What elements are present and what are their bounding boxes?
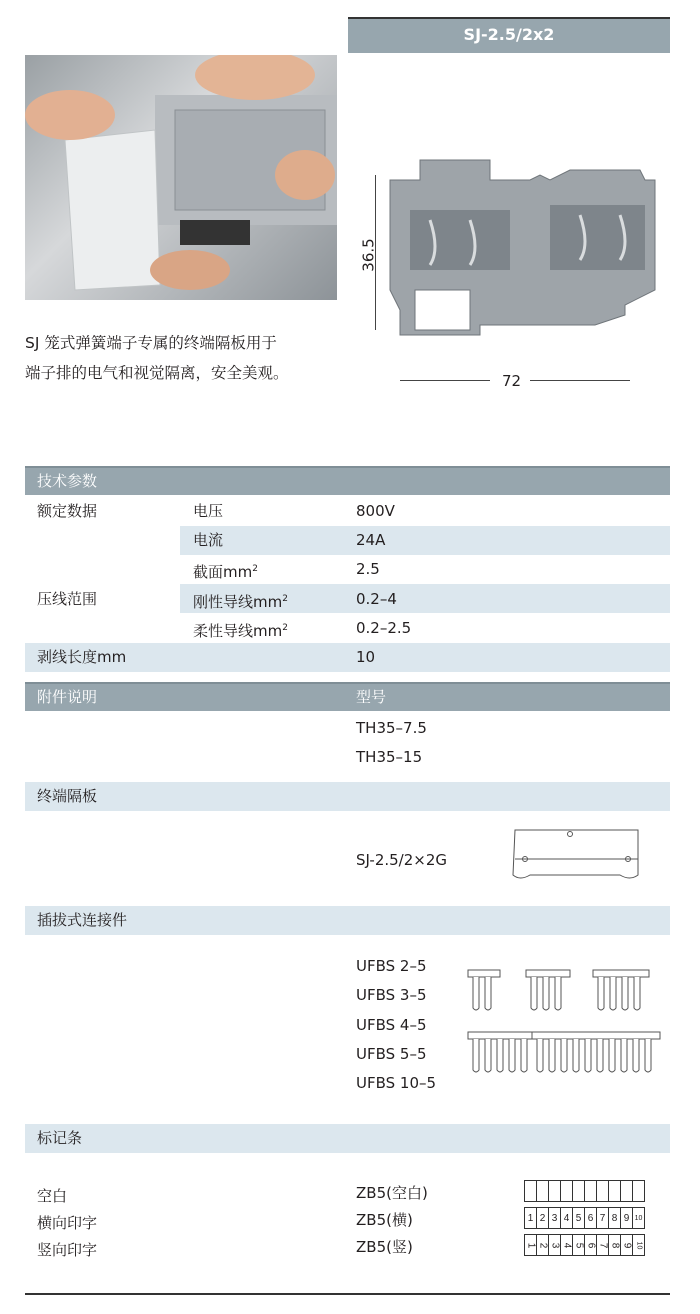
connector-model: UFBS 2–5 [356,957,427,975]
marker-cell: 1 [527,1212,534,1224]
marker-strip [524,1234,645,1256]
width-dimension-line-right [530,380,630,381]
marker-cell: 7 [596,1208,608,1228]
voltage-label: 电压 [193,502,224,520]
marker-cell [584,1181,596,1201]
connector-title: 插拔式连接件 [37,911,128,929]
end-plate-drawing [510,825,645,885]
connector-bridge-drawing [593,970,649,1010]
tech-params-header [25,466,670,495]
marker-cell: 6 [584,1235,596,1255]
marker-cell [596,1181,608,1201]
bottom-rule [25,1293,670,1295]
description-line-2: 端子排的电气和视觉隔离，安全美观。 [25,364,289,382]
marker-cell: 4 [560,1208,572,1228]
marker-cell: 2 [536,1235,548,1255]
rail-model: TH35–15 [356,748,423,766]
marker-cell: 5 [572,1208,584,1228]
section-label-text: 截面mm [193,563,253,581]
marker-strip [524,1207,645,1229]
marker-cell: 3 [548,1208,560,1228]
height-dimension: 36.5 [359,238,378,272]
marker-type: 空白 [37,1187,68,1205]
rigid-label [193,589,288,612]
end-plate-title: 终端隔板 [37,787,98,805]
marker-type: 竖向印字 [37,1241,98,1259]
description-line-1: SJ 笼式弹簧端子专属的终端隔板用于 [25,334,277,352]
superscript: 2 [282,594,288,604]
product-photo [25,55,337,300]
marker-cell: 4 [560,1235,572,1255]
marker-header [25,1124,670,1153]
marker-cell: 5 [572,1235,584,1255]
tech-params-title: 技术参数 [37,472,98,490]
connector-model: UFBS 5–5 [356,1045,427,1063]
rigid-value: 0.2–4 [356,590,397,608]
marker-cell [620,1181,632,1201]
connector-bridge-drawing [532,1032,660,1072]
marker-cell: 10 [632,1235,644,1255]
marker-cell [572,1181,584,1201]
connector-model: UFBS 4–5 [356,1016,427,1034]
marker-model: ZB5(空白) [356,1184,428,1202]
superscript: 2 [252,564,258,574]
strip-label: 剥线长度mm [37,648,127,666]
marker-cell [632,1181,644,1201]
connector-header [25,906,670,935]
current-value: 24A [356,531,386,549]
accessories-header [25,682,670,711]
marker-cell [608,1181,620,1201]
marker-cell: 2 [536,1208,548,1228]
width-dimension: 72 [502,372,522,390]
connector-bridge-drawing [468,1032,536,1072]
marker-cell: 3 [548,1235,560,1255]
current-label: 电流 [193,531,224,549]
marker-cell [560,1181,572,1201]
voltage-value: 800V [356,502,395,520]
marker-cell [536,1181,548,1201]
connector-drawings [460,960,680,1080]
marker-cell: 8 [608,1235,620,1255]
width-dimension-line-left [400,380,490,381]
rigid-label-text: 刚性导线mm [193,593,283,611]
flex-label [193,618,288,641]
marker-cell: 8 [608,1208,620,1228]
flex-label-text: 柔性导线mm [193,622,283,640]
superscript: 2 [282,623,288,633]
connector-model: UFBS 10–5 [356,1074,437,1092]
model-header: 型号 [356,688,387,706]
marker-cell [525,1181,536,1201]
row-stripe [180,526,670,555]
marker-model: ZB5(横) [356,1211,413,1229]
section-value: 2.5 [356,560,380,578]
rated-label: 额定数据 [37,502,98,520]
marker-cell: 6 [584,1208,596,1228]
marker-strip [524,1180,645,1202]
clamp-label: 压线范围 [37,590,98,608]
strip-value: 10 [356,648,376,666]
marker-title: 标记条 [37,1129,83,1147]
model-title-bar [348,17,670,53]
marker-cell: 7 [596,1235,608,1255]
connector-bridge-drawing [526,970,570,1010]
model-title: SJ-2.5/2x2 [463,25,555,44]
connector-model: UFBS 3–5 [356,986,427,1004]
end-plate-header [25,782,670,811]
marker-cell: 9 [620,1235,632,1255]
flex-value: 0.2–2.5 [356,619,412,637]
connector-bridge-drawing [468,970,500,1010]
terminal-block-drawing [380,140,670,350]
accessories-title: 附件说明 [37,688,98,706]
marker-type: 横向印字 [37,1214,98,1232]
end-plate-model: SJ-2.5/2×2G [356,851,448,869]
marker-cell [548,1181,560,1201]
photo-illustration [25,55,337,300]
marker-model: ZB5(竖) [356,1238,413,1256]
rail-model: TH35–7.5 [356,719,427,737]
marker-cell: 1 [525,1242,536,1248]
marker-cell: 9 [620,1208,632,1228]
section-label [193,559,258,582]
marker-cell: 10 [632,1208,644,1228]
